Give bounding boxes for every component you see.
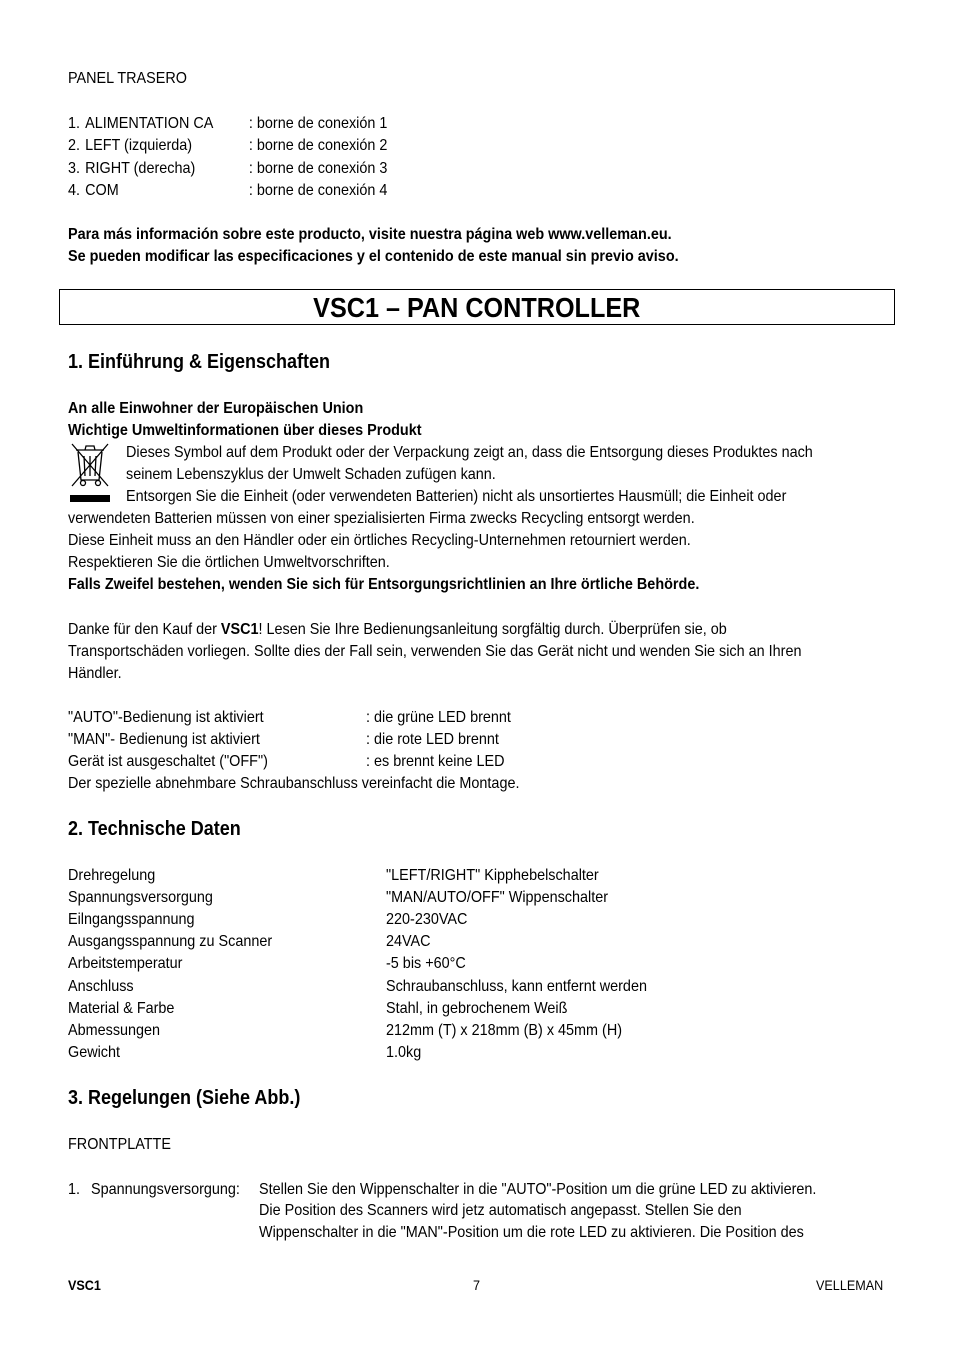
mode-label: Gerät ist ausgeschaltet ("OFF") (68, 753, 268, 770)
mounting-note: Der spezielle abnehmbare Schraubanschluss vereinfacht die Montage. (68, 775, 520, 792)
list-item (68, 114, 387, 134)
document-title: VSC1 – PAN CONTROLLER (313, 292, 641, 323)
environment-info-heading: Wichtige Umweltinformationen über dieses Produkt (68, 422, 422, 439)
info-line-1: Para más información sobre este producto, visite nuestra página web www.velleman.eu. (68, 226, 672, 243)
mode-value: : es brennt keine LED (366, 753, 505, 770)
item-number: 4. (68, 182, 81, 199)
item-label: ALIMENTATION CA (85, 115, 214, 132)
symbol-text-2: seinem Lebenszyklus der Umwelt Schaden zufügen kann. (126, 466, 496, 483)
mode-label: "MAN"- Bedienung ist aktiviert (68, 731, 260, 748)
product-name: VSC1 (220, 621, 259, 638)
item-value: : borne de conexión 2 (248, 137, 388, 154)
document-title-box (59, 289, 895, 325)
thanks-line-3: Händler. (68, 665, 122, 682)
spec-value: -5 bis +60°C (386, 955, 466, 972)
mode-value: : die grüne LED brennt (366, 709, 511, 726)
disposal-text-1: Entsorgen Sie die Einheit (oder verwendeten Batterien) nicht als unsortiertes Hausmüll; die Einheit oder (126, 488, 787, 505)
control-item-number: 1. (68, 1181, 81, 1198)
footer-model: VSC1 (68, 1277, 101, 1293)
thanks-line-1 (68, 620, 727, 640)
panel-trasero-heading: PANEL TRASERO (68, 70, 187, 87)
control-item-text-1: Stellen Sie den Wippenschalter in die "AUTO"-Position um die grüne LED zu aktivieren. (259, 1181, 817, 1198)
list-item (68, 159, 387, 179)
item-label: LEFT (izquierda) (85, 137, 193, 154)
item-value: : borne de conexión 3 (248, 160, 388, 177)
control-item-text-3: Wippenschalter in die "MAN"-Position um die rote LED zu aktivieren. Die Position des (259, 1224, 804, 1241)
item-label: RIGHT (derecha) (85, 160, 196, 177)
frontplatte-heading: FRONTPLATTE (68, 1136, 171, 1153)
item-value: : borne de conexión 4 (248, 182, 388, 199)
control-item-text-2: Die Position des Scanners wird jetz automatisch angepasst. Stellen Sie den (259, 1202, 742, 1219)
section-3-heading: 3. Regelungen (Siehe Abb.) (68, 1087, 301, 1109)
item-number: 1. (68, 115, 81, 132)
spec-value: Schraubanschluss, kann entfernt werden (386, 978, 647, 995)
spec-label: Abmessungen (68, 1022, 161, 1039)
spec-label: Ausgangsspannung zu Scanner (68, 933, 273, 950)
spec-label: Spannungsversorgung (68, 889, 213, 906)
spec-value: Stahl, in gebrochenem Weiß (386, 1000, 568, 1017)
regulations-text: Respektieren Sie die örtlichen Umweltvorschriften. (68, 554, 390, 571)
disposal-text-2: verwendeten Batterien müssen von einer spezialisierten Firma zwecks Recycling entsorgt werden. (68, 510, 695, 527)
item-value: : borne de conexión 1 (248, 115, 388, 132)
spec-value: "LEFT/RIGHT" Kipphebelschalter (386, 867, 599, 884)
spec-label: Drehregelung (68, 867, 156, 884)
footer-brand: VELLEMAN (816, 1277, 884, 1293)
eu-notice-heading: An alle Einwohner der Europäischen Union (68, 400, 364, 417)
info-line-2: Se pueden modificar las especificaciones y el contenido de este manual sin previo aviso. (68, 248, 679, 265)
weee-crossed-bin-icon (68, 440, 112, 504)
thanks-line-2: Transportschäden vorliegen. Sollte dies der Fall sein, verwenden Sie das Gerät nicht und wenden Sie sich an Ihren (68, 643, 802, 660)
spec-value: 212mm (T) x 218mm (B) x 45mm (H) (386, 1022, 623, 1039)
spec-value: 24VAC (386, 933, 431, 950)
authority-notice: Falls Zweifel bestehen, wenden Sie sich für Entsorgungsrichtlinien an Ihre örtliche Behörde. (68, 576, 700, 593)
section-2-heading: 2. Technische Daten (68, 818, 241, 840)
spec-label: Gewicht (68, 1044, 121, 1061)
spec-value: 1.0kg (386, 1044, 422, 1061)
mode-label: "AUTO"-Bedienung ist aktiviert (68, 709, 264, 726)
spec-label: Arbeitstemperatur (68, 955, 183, 972)
mode-value: : die rote LED brennt (366, 731, 499, 748)
list-item (68, 136, 387, 156)
symbol-text-1: Dieses Symbol auf dem Produkt oder der Verpackung zeigt an, dass die Entsorgung dieses Produktes nach (126, 444, 813, 461)
item-label: COM (85, 182, 119, 199)
section-1-heading: 1. Einführung & Eigenschaften (68, 351, 331, 373)
thanks-prefix: Danke für den Kauf der (68, 621, 221, 638)
spec-label: Eilngangsspannung (68, 911, 195, 928)
list-item (68, 181, 387, 201)
item-number: 2. (68, 137, 81, 154)
page-number: 7 (473, 1277, 481, 1293)
control-item-label: Spannungsversorgung: (91, 1181, 240, 1198)
return-text: Diese Einheit muss an den Händler oder ein örtliches Recycling-Unternehmen retourniert werden. (68, 532, 691, 549)
spec-label: Anschluss (68, 978, 134, 995)
thanks-suffix: ! Lesen Sie Ihre Bedienungsanleitung sorgfältig durch. Überprüfen sie, ob (258, 621, 727, 638)
spec-value: 220-230VAC (386, 911, 468, 928)
spec-value: "MAN/AUTO/OFF" Wippenschalter (386, 889, 609, 906)
item-number: 3. (68, 160, 81, 177)
spec-label: Material & Farbe (68, 1000, 175, 1017)
